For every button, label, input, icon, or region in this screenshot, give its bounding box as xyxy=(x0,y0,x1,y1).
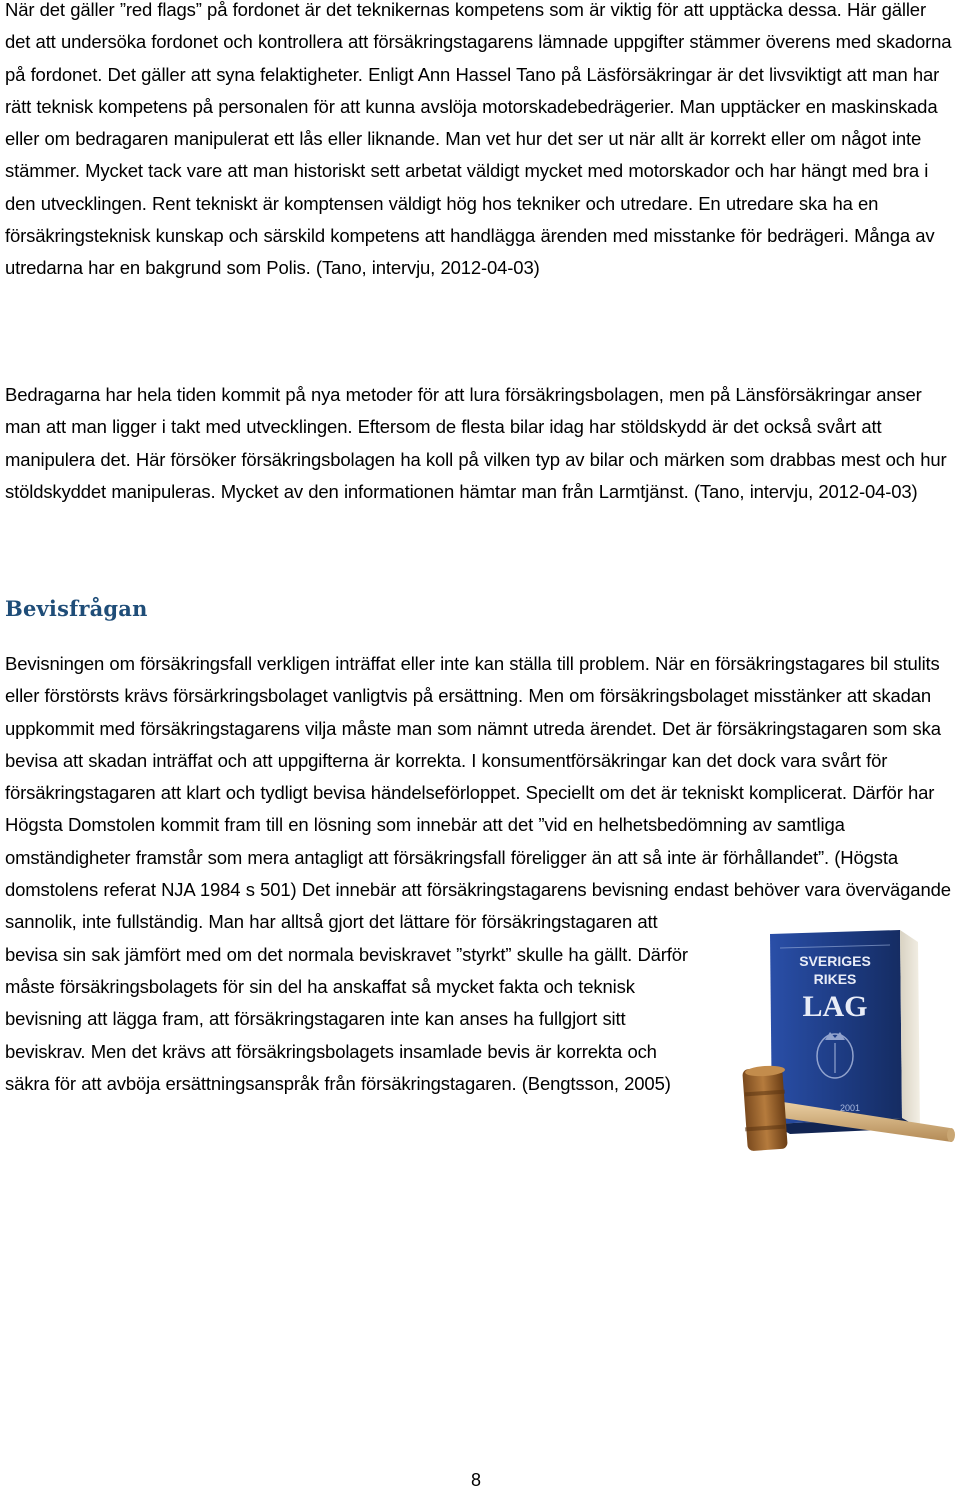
book-year: 2001 xyxy=(839,1103,861,1113)
gavel-head xyxy=(742,1067,788,1152)
law-book xyxy=(770,930,920,1134)
section-heading: Bevisfrågan xyxy=(5,596,148,621)
page-number: 8 xyxy=(470,1470,481,1490)
law-book-and-gavel-image xyxy=(740,928,960,1158)
book-title-line-2: RIKES xyxy=(813,971,857,987)
body-paragraph: Bedragarna har hela tiden kommit på nya metoder för att lura försäkringsbolagen, men på Länsförsäkringar anser man att man ligger i takt med utvecklingen. Eftersom de flesta bilar idag har stöldskydd är det också svårt att manipulera det. Här försöker försäkringsbolagen ha koll på vilken typ av bilar och märken som drabbas mest och hur stöldskyddet manipuleras. Mycket av den informationen hämtar man från Larmtjänst. (Tano, intervju, 2012-04-03) xyxy=(5,384,947,502)
book-title-line-3: LAG xyxy=(802,990,868,1023)
body-paragraph: När det gäller ”red flags” på fordonet är det teknikernas kompetens som är viktig för att upptäcka dessa. Här gäller det att undersöka fordonet och kontrollera att försäkringstagarens lämnade uppgifter stämmer överens med skadorna på fordonet. Det gäller att syna felaktigheter. Enligt Ann Hassel Tano på Läsförsäkringar är det livsviktigt att man har rätt teknisk kompetens på personalen för att kunna avslöja motorskadebedrägerier. Man upptäcker en maskinskada eller om bedragaren manipulerat ett lås eller liknande. Man vet hur det ser ut när allt är korrekt eller om något inte stämmer. Mycket tack vare att man historiskt sett arbetat väldigt mycket med motorskador och har hängt med bra i den utvecklingen. Rent tekniskt är komptensen väldigt hög hos tekniker och utredare. En utredare ska ha en försäkringsteknisk kunskap och särskild kompetens att handlägga ärenden med misstanke för bedrägeri. Många av utredarna har en bakgrund som Polis. (Tano, intervju, 2012-04-03) xyxy=(5,0,952,279)
law-book-gavel-illustration xyxy=(740,928,960,1158)
book-title-line-1: SVERIGES xyxy=(799,953,871,969)
body-paragraph: Bevisningen om försäkringsfall verkligen inträffat eller inte kan ställa till problem. När en försäkringstagares bil stulits eller förstörsts krävs försärkringsbolaget vanligtvis på ersättning. Men om försäkringsbolaget misstänker att skadan uppkommit med försäkringstagarens vilja måste man som nämnt utreda ärendet. Det är försäkringstagaren som ska bevisa att skadan inträffat och att uppgifterna är korrekta. I konsumentförsäkringar kan det dock vara svårt för försäkringstagaren att klart och tydligt bevisa händelseförloppet. Speciellt om det är tekniskt komplicerat. Därför har Högsta Domstolen kommit fram till en lösning som innebär att det ”vid en helhetsbedömning av samtliga omständigheter framstår som mera antagligt att försäkringsfall föreligger än att så inte är förhållandet”. (Högsta domstolens referat NJA 1984 s 501) Det innebär att försäkringstagarens bevisning endast behöver vara övervägande sannolik, inte fullständig. Man har alltså gjort det lättare för försäkringstagaren att bevisa sin sak jämfört med om det normala beviskravet ”styrkt” skulle ha gällt. Därför måste försäkringsbolagets för sin del ha anskaffat så mycket fakta och teknisk bevisning att lägga fram, att försäkringstagaren inte kan anses ha fullgjort sitt beviskrav. Men det krävs att försäkringsbolagets insamlade bevis är korrekta och säkra för att avböja ersättningsanspråk från försäkringstagaren. (Bengtsson, 2005) xyxy=(5,653,951,1094)
book-pages xyxy=(900,930,920,1128)
